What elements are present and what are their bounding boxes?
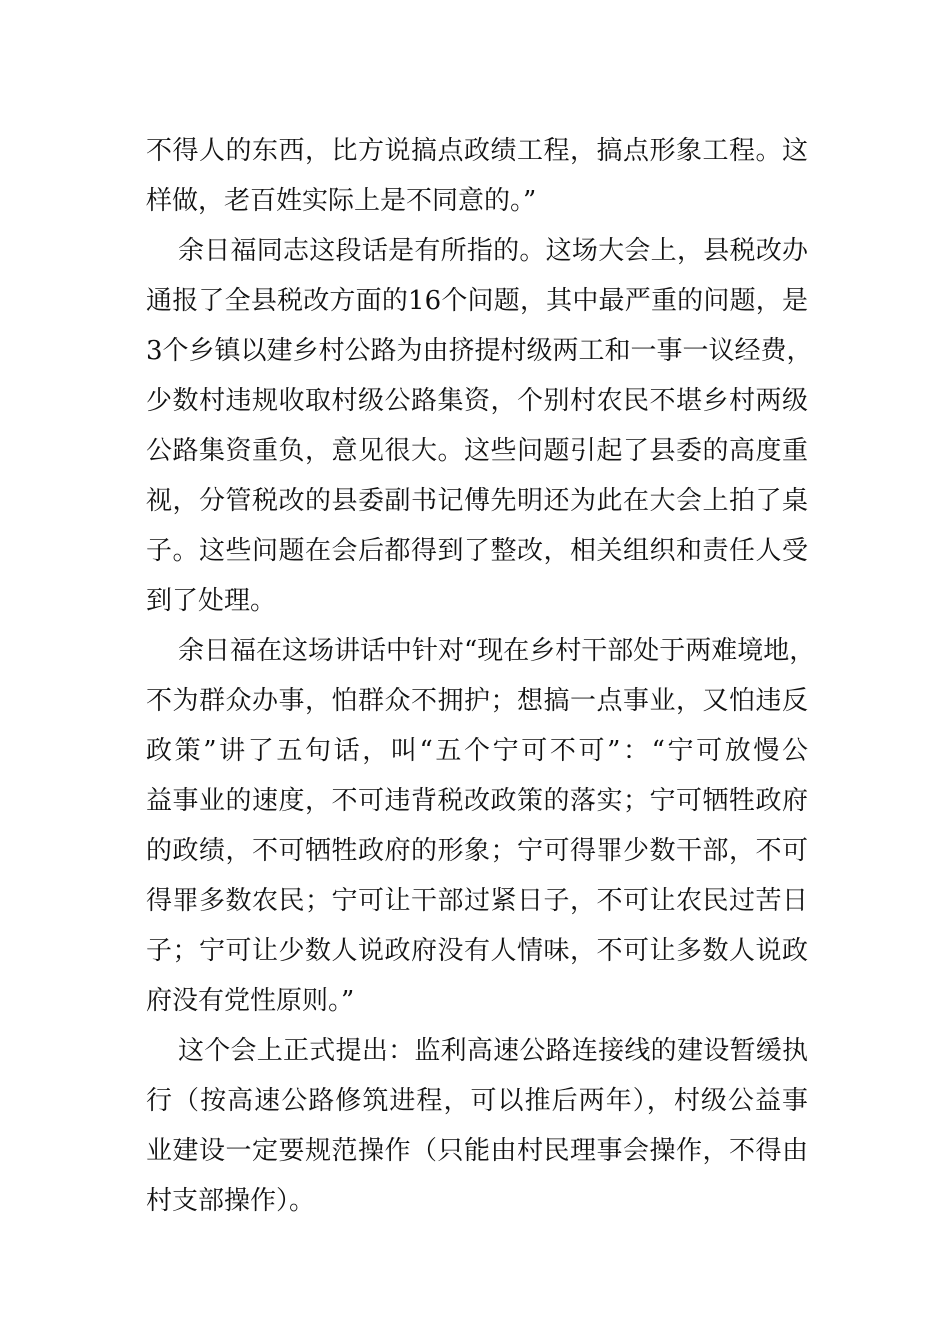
- text-line: 府没有党性原则。”: [146, 986, 355, 1016]
- text-line: 这个会上正式提出：监利高速公路连接线的建设暂缓执: [178, 1036, 808, 1066]
- text-line: 的政绩，不可牺牲政府的形象；宁可得罪少数干部，不可: [146, 836, 808, 866]
- text-line: 通报了全县税改方面的16个问题，其中最严重的问题，是: [146, 286, 808, 316]
- text-line: 政策”讲了五句话，叫“五个宁可不可”：“宁可放慢公: [146, 736, 808, 766]
- text-line: 益事业的速度，不可违背税改政策的落实；宁可牺牲政府: [146, 786, 808, 816]
- text-line: 不得人的东西，比方说搞点政绩工程，搞点形象工程。这: [146, 136, 808, 166]
- text-line: 村支部操作）。: [146, 1186, 316, 1216]
- paragraph-3: [146, 626, 816, 1026]
- text-line: 行（按高速公路修筑进程，可以推后两年），村级公益事: [146, 1086, 808, 1116]
- text-line: 余日福在这场讲话中针对“现在乡村干部处于两难境地，: [178, 636, 816, 666]
- text-line: 子；宁可让少数人说政府没有人情味，不可让多数人说政: [146, 936, 808, 966]
- text-line: 不为群众办事，怕群众不拥护；想搞一点事业，又怕违反: [146, 686, 808, 716]
- text-line: 少数村违规收取村级公路集资，个别村农民不堪乡村两级: [146, 386, 808, 416]
- text-line: 子。这些问题在会后都得到了整改，相关组织和责任人受: [146, 536, 808, 566]
- paragraph-1: [146, 126, 808, 226]
- text-line: 公路集资重负，意见很大。这些问题引起了县委的高度重: [146, 436, 808, 466]
- text-line: 得罪多数农民；宁可让干部过紧日子，不可让农民过苦日: [146, 886, 808, 916]
- text-line: 余日福同志这段话是有所指的。这场大会上，县税改办: [178, 236, 808, 266]
- text-line: 3个乡镇以建乡村公路为由挤提村级两工和一事一议经费，: [146, 336, 813, 366]
- body-text: [146, 126, 816, 1226]
- text-line: 样做，老百姓实际上是不同意的。”: [146, 186, 537, 216]
- text-line: 视，分管税改的县委副书记傅先明还为此在大会上拍了桌: [146, 486, 808, 516]
- paragraph-2: [146, 226, 813, 626]
- text-line: 业建设一定要规范操作（只能由村民理事会操作，不得由: [146, 1136, 808, 1166]
- text-line: 到了处理。: [146, 586, 277, 616]
- paragraph-4: [146, 1026, 808, 1226]
